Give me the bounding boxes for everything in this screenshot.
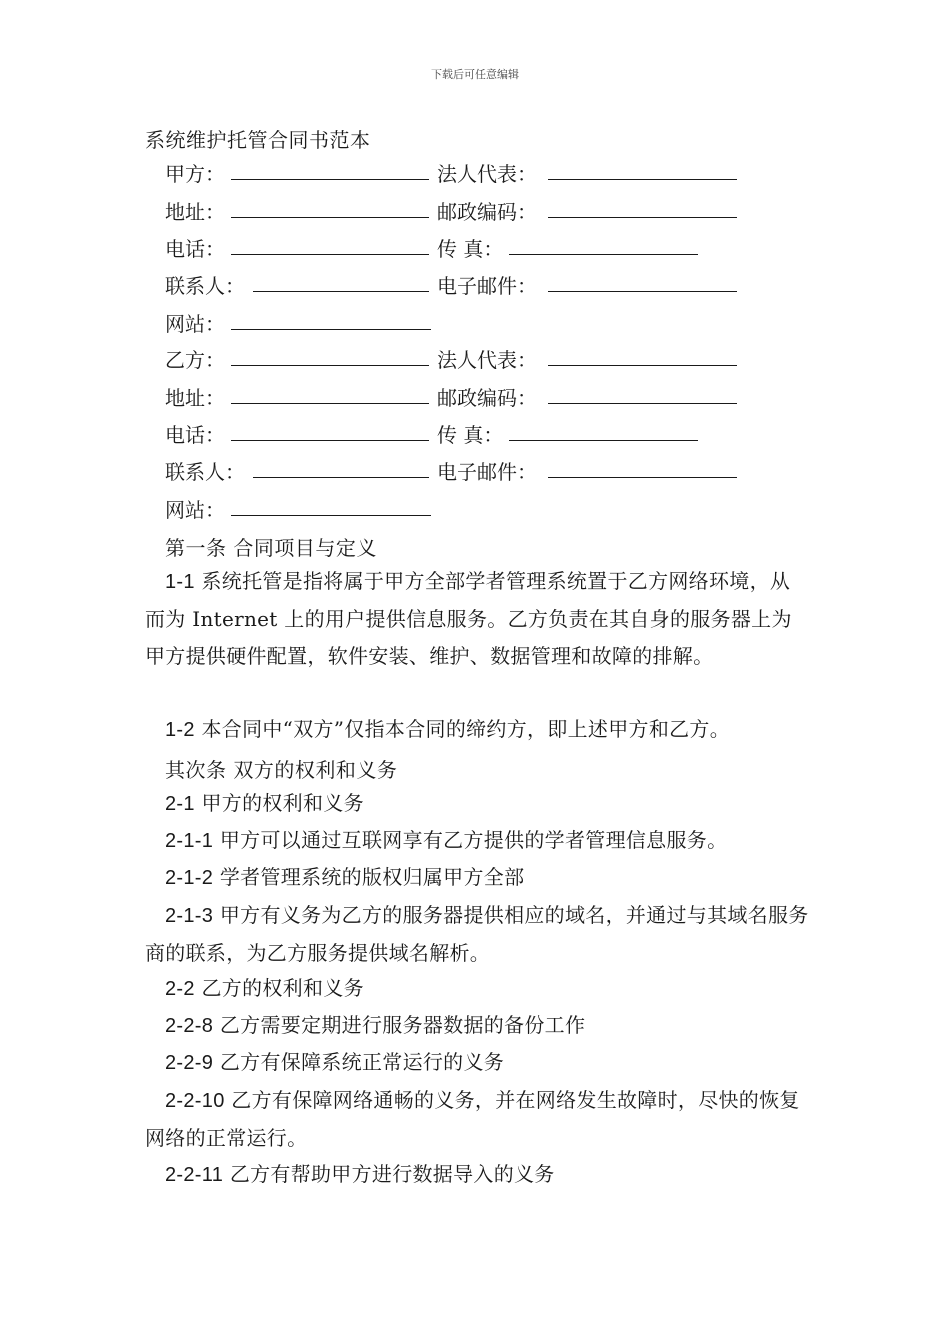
- article-1-heading: 第一条 合同项目与定义: [165, 536, 377, 560]
- party-a-row-contact: [165, 270, 785, 300]
- clause-number: 1-2: [165, 719, 195, 741]
- party-a-address-blank: [231, 217, 429, 218]
- party-b-label: 乙方：: [165, 348, 225, 372]
- party-a-row-website: [165, 308, 785, 338]
- party-a-fax-label: 传 真：: [437, 237, 504, 261]
- party-a-label: 甲方：: [165, 162, 225, 186]
- clause-1-2: [145, 711, 810, 749]
- clause-number: 2-2: [165, 978, 195, 1000]
- party-b-address-blank: [231, 403, 429, 404]
- clause-number: 2-2-11: [165, 1164, 224, 1186]
- party-b-email-blank: [548, 477, 737, 478]
- clause-number: 2-1-1: [165, 830, 214, 852]
- party-a-phone-label: 电话：: [165, 237, 225, 261]
- clause-2-2-11: [145, 1156, 810, 1194]
- party-a-row-party: [165, 158, 785, 188]
- clause-2-2-9: [145, 1044, 810, 1082]
- clause-text: 乙方有保障系统正常运行的义务: [219, 1050, 505, 1074]
- party-b-row-website: [165, 494, 785, 524]
- clause-text: 乙方需要定期进行服务器数据的备份工作: [219, 1013, 586, 1037]
- clause-number: 2-1-2: [165, 867, 214, 889]
- party-b-website-label: 网站：: [165, 498, 225, 522]
- clause-number: 2-2-9: [165, 1052, 214, 1074]
- party-b-phone-label: 电话：: [165, 423, 225, 447]
- clause-text: 甲方的权利和义务: [201, 791, 364, 815]
- clause-2-1-3: [145, 897, 810, 972]
- party-b-fax-label: 传 真：: [437, 423, 504, 447]
- clause-number: 2-1-3: [165, 905, 214, 927]
- party-a-address-label: 地址：: [165, 200, 225, 224]
- clause-text: 甲方可以通过互联网享有乙方提供的学者管理信息服务。: [219, 828, 728, 852]
- clause-2-1: [145, 785, 810, 823]
- clause-2-2: [145, 970, 810, 1008]
- party-a-fax-blank: [509, 254, 698, 255]
- clause-text: 乙方的权利和义务: [201, 976, 364, 1000]
- party-b-rep-blank: [548, 365, 737, 366]
- party-b-contact-label: 联系人：: [165, 460, 245, 484]
- party-a-phone-blank: [231, 254, 429, 255]
- party-a-blank: [231, 179, 429, 180]
- party-a-contact-blank: [253, 291, 429, 292]
- party-a-email-label: 电子邮件：: [437, 274, 537, 298]
- clause-text: 乙方有帮助甲方进行数据导入的义务: [229, 1162, 555, 1186]
- document-title: 系统维护托管合同书范本: [145, 128, 371, 152]
- party-b-row-phone: [165, 419, 785, 449]
- party-b-row-contact: [165, 456, 785, 486]
- party-b-address-label: 地址：: [165, 386, 225, 410]
- party-a-rep-label: 法人代表：: [437, 162, 537, 186]
- clause-1-1: [145, 563, 810, 675]
- party-a-postcode-blank: [548, 217, 737, 218]
- clause-2-2-10: [145, 1082, 810, 1157]
- party-a-email-blank: [548, 291, 737, 292]
- party-b-rep-label: 法人代表：: [437, 348, 537, 372]
- party-b-postcode-blank: [548, 403, 737, 404]
- party-b-row-party: [165, 344, 785, 374]
- clause-text: 系统托管是指将属于甲方全部学者管理系统置于乙方网络环境，从而为 Internet 上的用户提供信息服务。乙方负责在其自身的服务器上为甲方提供硬件配置，软件安装、维护、数据管理和故障的排解。: [145, 569, 792, 668]
- clause-2-2-8: [145, 1007, 810, 1045]
- party-b-row-address: [165, 382, 785, 412]
- header-note: 下载后可任意编辑: [431, 68, 519, 81]
- party-a-row-address: [165, 196, 785, 226]
- party-b-fax-blank: [509, 440, 698, 441]
- party-a-contact-label: 联系人：: [165, 274, 245, 298]
- party-a-rep-blank: [548, 179, 737, 180]
- party-a-website-label: 网站：: [165, 312, 225, 336]
- clause-number: 1-1: [165, 571, 195, 593]
- clause-text: 甲方有义务为乙方的服务器提供相应的域名，并通过与其域名服务商的联系，为乙方服务提供域名解析。: [145, 903, 809, 965]
- party-b-blank: [231, 365, 429, 366]
- party-b-email-label: 电子邮件：: [437, 460, 537, 484]
- clause-2-1-1: [145, 822, 810, 860]
- article-2-heading: 其次条 双方的权利和义务: [165, 758, 398, 782]
- clause-number: 2-1: [165, 793, 195, 815]
- party-b-postcode-label: 邮政编码：: [437, 386, 537, 410]
- clause-2-1-2: [145, 859, 810, 897]
- party-a-row-phone: [165, 233, 785, 263]
- clause-text: 本合同中“双方”仅指本合同的缔约方，即上述甲方和乙方。: [201, 717, 731, 741]
- party-b-contact-blank: [253, 477, 429, 478]
- party-b-phone-blank: [231, 440, 429, 441]
- party-a-postcode-label: 邮政编码：: [437, 200, 537, 224]
- clause-number: 2-2-10: [165, 1090, 225, 1112]
- clause-text: 乙方有保障网络通畅的义务，并在网络发生故障时，尽快的恢复网络的正常运行。: [145, 1088, 800, 1150]
- clause-text: 学者管理系统的版权归属甲方全部: [219, 865, 525, 889]
- party-b-website-blank: [231, 515, 431, 516]
- party-a-website-blank: [231, 329, 431, 330]
- clause-number: 2-2-8: [165, 1015, 214, 1037]
